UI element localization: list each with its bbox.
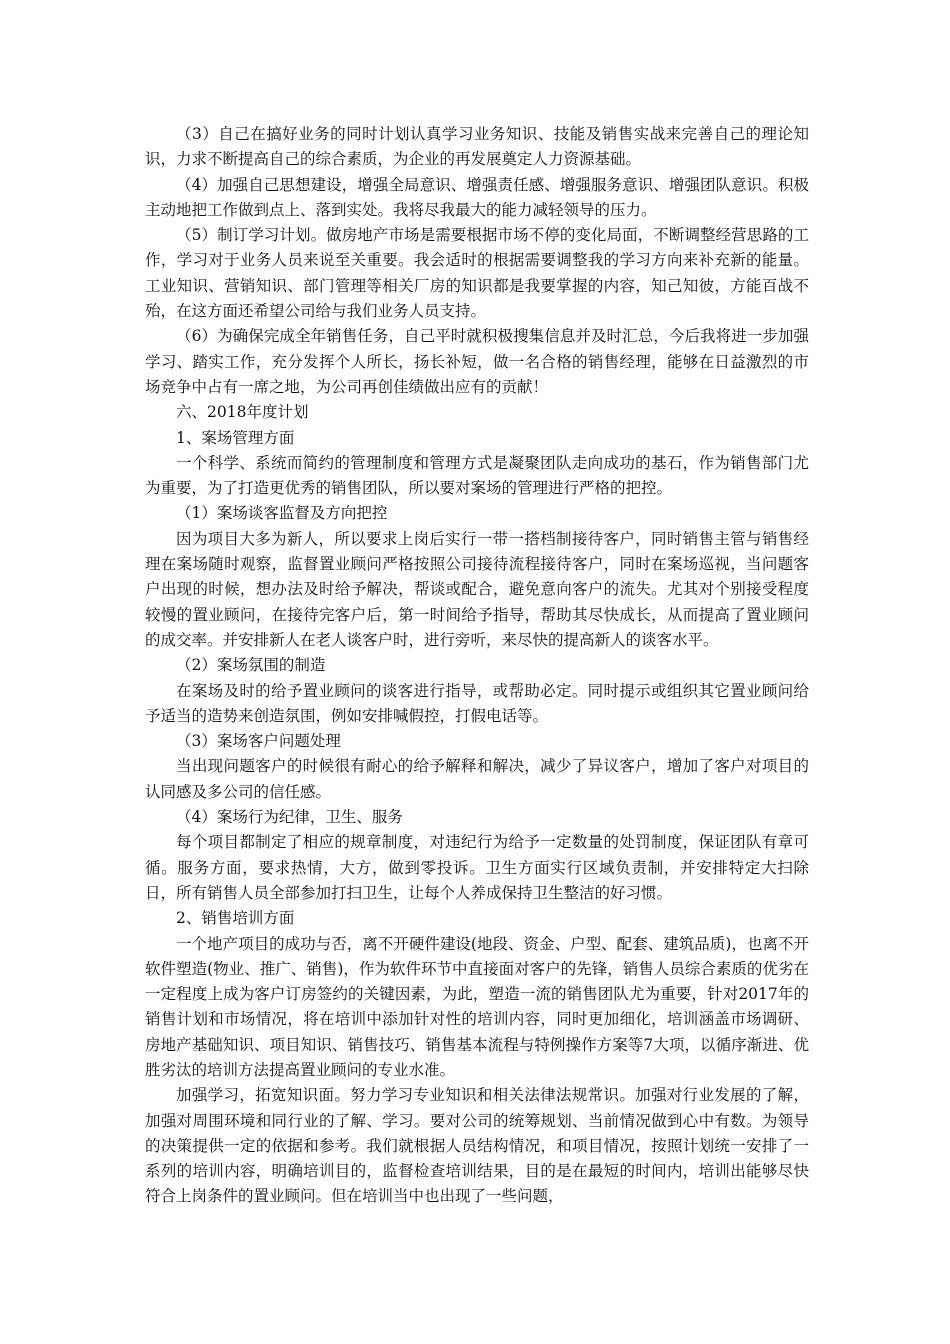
item-heading-atmosphere: （2）案场氛围的制造: [176, 656, 326, 675]
paragraph-learning: 加强学习，拓宽知识面。努力学习专业知识和相关法律法规常识。加强对行业发展的了解，加强对周围环境和同行业的了解、学习。要对公司的统筹规划、当前情况做到心中有数。为领导的决策提供一定的依据和参考。我们就根据人员结构情况，和项目情况，按照计划统一安排了一系列的培训内容，明确培训目的，监督检查培训结果，目的是在最短的时间内，培训出能够尽快符合上岗条件的置业顾问。但在培训当中也出现了一些问题，: [145, 1086, 809, 1206]
paragraph-item-4: （4）加强自己思想建设，增强全局意识、增强责任感、增强服务意识、增强团队意识。积极主动地把工作做到点上、落到实处。我将尽我最大的能力减轻领导的压力。: [145, 175, 809, 219]
paragraph-negotiation-supervision: 因为项目大多为新人，所以要求上岗后实行一带一搭档制接待客户，同时销售主管与销售经理在案场随时观察，监督置业顾问严格按照公司接待流程接待客户，同时在案场巡视，当问题客户出现的时候，想办法及时给予解决，帮谈或配合，避免意向客户的流失。尤其对个别接受程度较慢的置业顾问，在接待完客户后，第一时间给予指导，帮助其尽快成长，从而提高了置业顾问的成交率。并安排新人在老人谈客户时，进行旁听，来尽快的提高新人的谈客水平。: [145, 529, 809, 649]
subsection-heading-sales-training: 2、销售培训方面: [176, 909, 295, 928]
paragraph-discipline: 每个项目都制定了相应的规章制度，对违纪行为给予一定数量的处罚制度，保证团队有章可循。服务方面，要求热情，大方，做到零投诉。卫生方面实行区域负责制，并安排特定大扫除日，所有销售人员全部参加打扫卫生，让每个人养成保持卫生整洁的好习惯。: [145, 833, 809, 902]
item-heading-negotiation-supervision: （1）案场谈客监督及方向把控: [176, 504, 388, 523]
paragraph-atmosphere: 在案场及时的给予置业顾问的谈客进行指导，或帮助必定。同时提示或组织其它置业顾问给予适当的造势来创造氛围，例如安排喊假控，打假电话等。: [145, 681, 809, 725]
paragraph-item-6: （6）为确保完成全年销售任务，自己平时就积极搜集信息并及时汇总，今后我将进一步加强学习、踏实工作，充分发挥个人所长，扬长补短，做一名合格的销售经理，能够在日益激烈的市场竞争中占有一席之地，为公司再创佳绩做出应有的贡献！: [145, 327, 809, 396]
item-heading-customer-issues: （3）案场客户问题处理: [176, 732, 341, 751]
paragraph-site-management-intro: 一个科学、系统而简约的管理制度和管理方式是凝聚团队走向成功的基石，作为销售部门尤为重要，为了打造更优秀的销售团队，所以要对案场的管理进行严格的把控。: [145, 453, 809, 498]
paragraph-item-5: （5）制订学习计划。做房地产市场是需要根据市场不停的变化局面，不断调整经营思路的工作，学习对于业务人员来说至关重要。我会适时的根据需要调整我的学习方向来补充新的能量。工业知识、营销知识、部门管理等相关厂房的知识都是我要掌握的内容，知己知彼，方能百战不殆，在这方面还希望公司给与我们业务人员支持。: [145, 226, 809, 321]
paragraph-sales-training: 一个地产项目的成功与否，离不开硬件建设(地段、资金、户型、配套、建筑品质)，也离不开软件塑造(物业、推广、销售)，作为软件环节中直接面对客户的先锋，销售人员综合素质的优劣在一定程度上成为客户订房签约的关键因素，为此，塑造一流的销售团队尤为重要，针对2017年的销售计划和市场情况，将在培训中添加针对性的培训内容，同时更加细化，培训涵盖市场调研、房地产基础知识、项目知识、销售技巧、销售基本流程与特例操作方案等7大项，以循序渐进、优胜劣汰的培训方法提高置业顾问的专业水准。: [145, 934, 809, 1079]
document-page: [145, 122, 809, 1210]
item-heading-discipline: （4）案场行为纪律，卫生、服务: [176, 808, 403, 827]
paragraph-item-3: （3）自己在搞好业务的同时计划认真学习业务知识、技能及销售实战来完善自己的理论知识，力求不断提高自己的综合素质，为企业的再发展奠定人力资源基础。: [145, 125, 809, 169]
section-heading-2018-plan: 六、2018年度计划: [176, 403, 309, 422]
paragraph-customer-issues: 当出现问题客户的时候很有耐心的给予解释和解决，减少了异议客户，增加了客户对项目的认同感及多公司的信任感。: [145, 757, 809, 801]
subsection-heading-site-management: 1、案场管理方面: [176, 428, 295, 447]
